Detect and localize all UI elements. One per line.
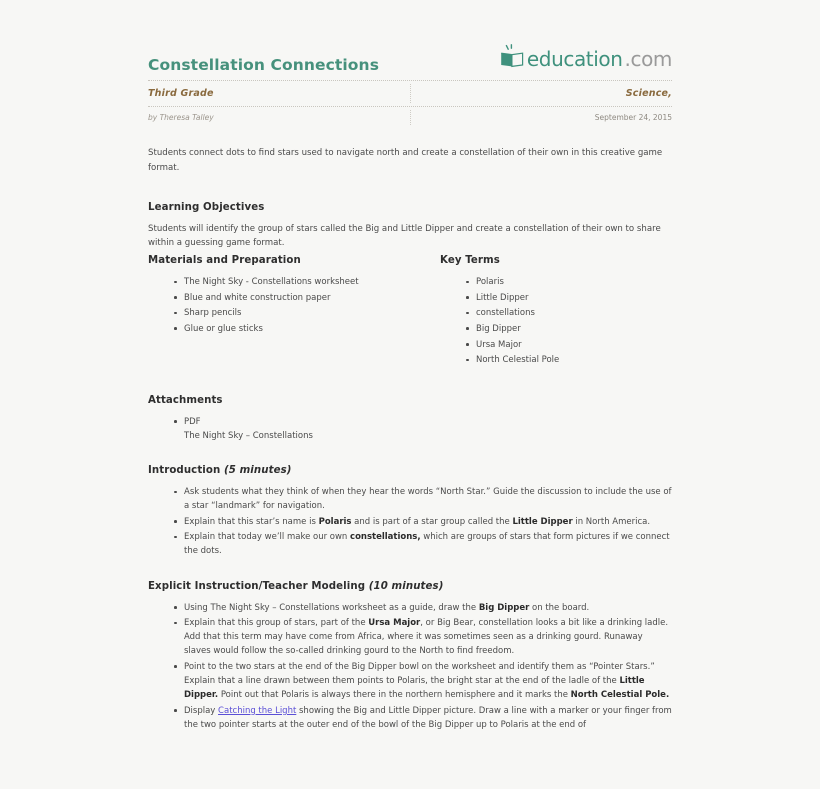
introduction-list xyxy=(148,485,672,559)
list-item: constellations xyxy=(466,306,672,320)
text-run: and is part of a star group called the xyxy=(351,516,513,527)
text-run: which are groups of stars that form pictures if we connect the dots. xyxy=(184,532,670,557)
emphasized-term: Big Dipper xyxy=(478,602,530,613)
list-item xyxy=(174,660,672,702)
lesson-summary: Students connect dots to find stars used to navigate north and create a constellation of their own in this creative game format. xyxy=(148,148,663,173)
materials-column xyxy=(148,255,440,369)
introduction-duration: (5 minutes) xyxy=(224,465,292,476)
list-item: Blue and white construction paper xyxy=(174,291,440,305)
inline-resource-link[interactable]: Catching the Light xyxy=(218,705,297,716)
emphasized-term: constellations, xyxy=(350,532,421,543)
emphasized-term: Polaris xyxy=(318,516,352,527)
publish-date: September 24, 2015 xyxy=(594,113,672,122)
text-run: in North America. xyxy=(572,516,651,527)
key-terms-list xyxy=(440,275,672,367)
list-item xyxy=(174,616,672,658)
section-heading-learning-objectives: Learning Objectives xyxy=(148,201,265,213)
list-item xyxy=(174,530,672,558)
text-run: Explain that this group of stars, part of the xyxy=(184,618,369,629)
text-run: Using The Night Sky – Constellations worksheet as a guide, draw the xyxy=(184,602,479,613)
section-heading-introduction xyxy=(148,465,672,476)
two-column-block xyxy=(148,255,672,369)
explicit-instruction-list xyxy=(148,601,672,732)
emphasized-term: Ursa Major xyxy=(368,618,421,629)
text-run: Explain that today we’ll make our own xyxy=(184,532,351,543)
document-header xyxy=(148,0,672,80)
list-item: North Celestial Pole xyxy=(466,353,672,367)
list-item: Glue or glue sticks xyxy=(174,322,440,336)
meta-row-primary xyxy=(148,81,672,106)
explicit-instruction-title: Explicit Instruction/Teacher Modeling xyxy=(148,580,366,592)
text-run: on the board. xyxy=(529,602,590,613)
text-run: Explain that this star’s name is xyxy=(184,516,319,527)
introduction-title: Introduction xyxy=(148,465,221,476)
list-item: Little Dipper xyxy=(466,291,672,305)
logo-word-dotcom: .com xyxy=(624,46,672,71)
list-item: The Night Sky - Constellations worksheet xyxy=(174,275,440,289)
text-run: , or Big Bear, constellation looks a bit like a drinking ladle. Add that this term may have come from Africa, where it was sometimes seen as a drinking gourd. Runaway slaves would follow the so-called drinking gourd to the North to find freedom. xyxy=(184,618,669,657)
list-item: Big Dipper xyxy=(466,322,672,336)
text-run: showing the Big and Little Dipper picture. Draw a line with a marker or your finger from the two pointer starts at the outer end of the bowl of the Big Dipper up to Polaris at the end of xyxy=(184,705,672,730)
subject: Science, xyxy=(625,88,672,99)
attachment-name: The Night Sky – Constellations xyxy=(184,430,313,441)
list-item xyxy=(174,485,672,513)
author-byline: by Theresa Talley xyxy=(148,113,214,122)
section-heading-materials: Materials and Preparation xyxy=(148,255,301,267)
page-bottom-clip xyxy=(0,752,820,789)
list-item: Ursa Major xyxy=(466,338,672,352)
grade-level: Third Grade xyxy=(148,88,214,99)
logo-word-education: education xyxy=(526,46,623,71)
open-book-icon xyxy=(499,44,525,73)
list-item xyxy=(174,601,672,615)
emphasized-term: Little Dipper. xyxy=(184,676,645,701)
meta-row-secondary xyxy=(148,107,672,128)
learning-objectives-text: Students will identify the group of stars called the Big and Little Dipper and create a constellation of their own to share within a guessing game format. xyxy=(148,223,661,249)
text-run: Point out that Polaris is always there in the northern hemisphere and it marks the xyxy=(218,690,571,701)
explicit-instruction-duration: (10 minutes) xyxy=(368,580,444,592)
meta-vertical-divider xyxy=(410,84,411,103)
emphasized-term: North Celestial Pole. xyxy=(570,690,670,701)
section-heading-key-terms: Key Terms xyxy=(440,255,500,267)
text-run: Display xyxy=(184,705,219,716)
page-title: Constellation Connections xyxy=(148,55,380,74)
document-sheet xyxy=(148,0,672,789)
attachments-list xyxy=(148,415,672,443)
document-body xyxy=(148,128,672,732)
section-heading-explicit-instruction xyxy=(148,581,672,592)
education-com-logo[interactable] xyxy=(499,44,672,73)
list-item xyxy=(174,515,672,529)
list-item: Polaris xyxy=(466,275,672,289)
attachment-item[interactable] xyxy=(174,415,672,443)
list-item xyxy=(174,704,672,732)
text-run: Ask students what they think of when they hear the words “North Star.” Guide the discussion to include the use of a star “landmark” for navigation. xyxy=(184,487,672,512)
section-heading-attachments: Attachments xyxy=(148,394,223,406)
meta-vertical-divider-2 xyxy=(410,110,411,125)
emphasized-term: Little Dipper xyxy=(512,516,573,527)
list-item: Sharp pencils xyxy=(174,306,440,320)
text-run: Point to the two stars at the end of the Big Dipper bowl on the worksheet and identify them as “Pointer Stars.” Explain that a line drawn between them points to Polaris, the bright star at the end of the ladle of the xyxy=(184,661,655,687)
materials-list xyxy=(148,275,440,336)
key-terms-column xyxy=(440,255,672,369)
attachment-type: PDF xyxy=(184,416,201,427)
